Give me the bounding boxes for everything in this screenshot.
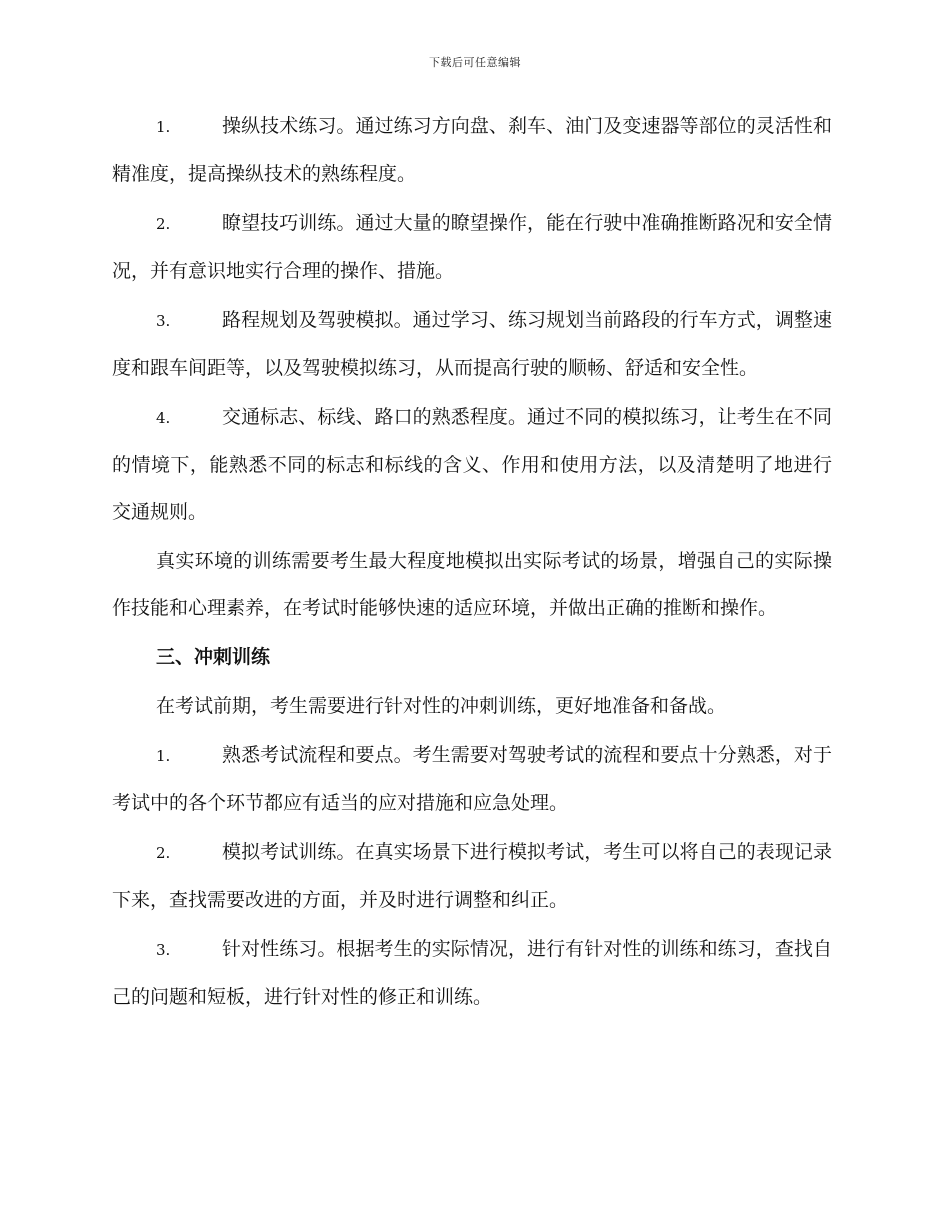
list-item — [112, 829, 832, 924]
list-item-text: 模拟考试训练。在真实场景下进行模拟考试，考生可以将自己的表现记录下来，查找需要改进的方面，并及时进行调整和纠正。 — [112, 841, 832, 911]
list-item-number: 2. — [156, 215, 171, 233]
document-body — [112, 103, 832, 1021]
list-item — [112, 103, 832, 198]
list-item — [112, 926, 832, 1021]
list-item-text: 操纵技术练习。通过练习方向盘、刹车、油门及变速器等部位的灵活性和精准度，提高操纵技术的熟练程度。 — [112, 115, 832, 185]
list-item — [112, 297, 832, 392]
list-item-number: 3. — [156, 312, 171, 330]
list-item-number: 1. — [156, 747, 171, 765]
list-item-text: 瞭望技巧训练。通过大量的瞭望操作，能在行驶中准确推断路况和安全情况，并有意识地实行合理的操作、措施。 — [112, 212, 832, 282]
list-item — [112, 732, 832, 827]
list-item — [112, 200, 832, 295]
list-item-number: 3. — [156, 941, 171, 959]
list-item-number: 4. — [156, 409, 171, 427]
section-summary-paragraph: 真实环境的训练需要考生最大程度地模拟出实际考试的场景，增强自己的实际操作技能和心理素养，在考试时能够快速的适应环境，并做出正确的推断和操作。 — [112, 550, 832, 619]
list-item-text: 交通标志、标线、路口的熟悉程度。通过不同的模拟练习，让考生在不同的情境下，能熟悉不同的标志和标线的含义、作用和使用方法，以及清楚明了地进行交通规则。 — [112, 406, 832, 523]
list-item — [112, 394, 832, 536]
header-note: 下载后可任意编辑 — [429, 56, 521, 69]
list-item-number: 1. — [156, 118, 171, 136]
section-intro-paragraph: 在考试前期，考生需要进行针对性的冲刺训练，更好地准备和备战。 — [156, 695, 727, 717]
list-item-text: 熟悉考试流程和要点。考生需要对驾驶考试的流程和要点十分熟悉，对于考试中的各个环节都应有适当的应对措施和应急处理。 — [112, 744, 832, 814]
list-item-text: 路程规划及驾驶模拟。通过学习、练习规划当前路段的行车方式，调整速度和跟车间距等，以及驾驶模拟练习，从而提高行驶的顺畅、舒适和安全性。 — [112, 309, 832, 379]
section-heading: 三、冲刺训练 — [156, 646, 271, 668]
list-item-number: 2. — [156, 844, 171, 862]
list-item-text: 针对性练习。根据考生的实际情况，进行有针对性的训练和练习，查找自己的问题和短板，进行针对性的修正和训练。 — [112, 938, 832, 1008]
